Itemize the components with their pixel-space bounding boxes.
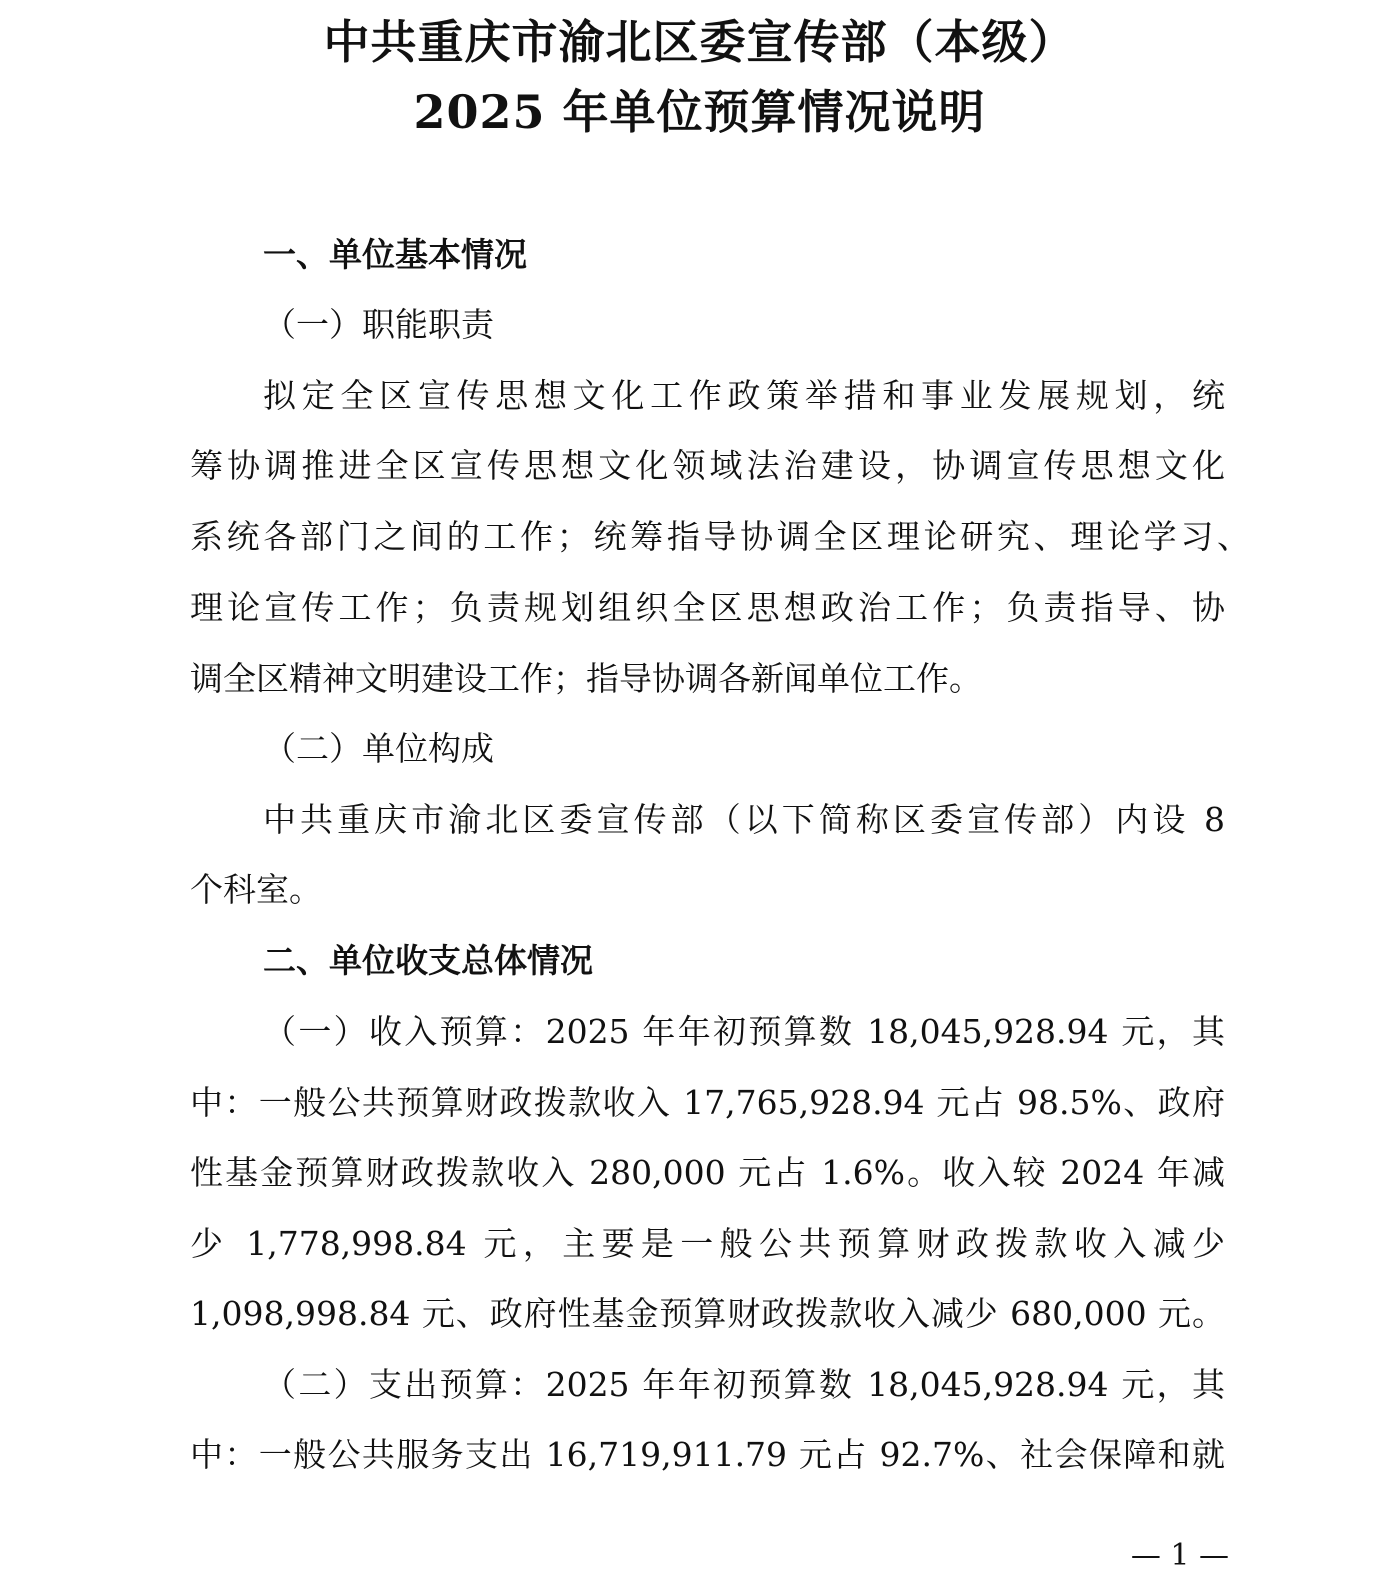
paragraph-line: （二）支出预算：2025 年年初预算数 18,045,928.94 元，其 xyxy=(263,1365,1225,1404)
document-title-line-1: 中共重庆市渝北区委宣传部（本级） xyxy=(323,15,1076,69)
paragraph-line: 中：一般公共预算财政拨款收入 17,765,928.94 元占 98.5%、政府 xyxy=(190,1083,1225,1122)
section-heading-2: 二、单位收支总体情况 xyxy=(263,941,593,980)
paragraph-line: 筹协调推进全区宣传思想文化领域法治建设，协调宣传思想文化 xyxy=(190,446,1225,485)
paragraph-line: 中共重庆市渝北区委宣传部（以下简称区委宣传部）内设 8 xyxy=(263,800,1225,839)
paragraph-line: 少 1,778,998.84 元，主要是一般公共预算财政拨款收入减少 xyxy=(190,1224,1225,1263)
paragraph-line: 中：一般公共服务支出 16,719,911.79 元占 92.7%、社会保障和就 xyxy=(190,1435,1225,1474)
paragraph-line: 理论宣传工作；负责规划组织全区思想政治工作；负责指导、协 xyxy=(190,588,1225,627)
paragraph-line: 拟定全区宣传思想文化工作政策举措和事业发展规划，统 xyxy=(263,376,1225,415)
paragraph-line: 1,098,998.84 元、政府性基金预算财政拨款收入减少 680,000 元。 xyxy=(190,1294,1225,1333)
paragraph-line: 个科室。 xyxy=(190,870,322,909)
section-heading-1: 一、单位基本情况 xyxy=(263,235,527,274)
subsection-heading-1-2: （二）单位构成 xyxy=(263,729,494,768)
subsection-heading-1-1: （一）职能职责 xyxy=(263,305,494,344)
paragraph-line: 系统各部门之间的工作；统筹指导协调全区理论研究、理论学习、 xyxy=(190,517,1250,556)
page-number: — 1 — xyxy=(1130,1538,1229,1573)
document-title-line-2: 2025 年单位预算情况说明 xyxy=(413,85,986,139)
paragraph-line: 性基金预算财政拨款收入 280,000 元占 1.6%。收入较 2024 年减 xyxy=(190,1153,1225,1192)
paragraph-line: （一）收入预算：2025 年年初预算数 18,045,928.94 元，其 xyxy=(263,1012,1225,1051)
paragraph-line: 调全区精神文明建设工作；指导协调各新闻单位工作。 xyxy=(190,659,982,698)
